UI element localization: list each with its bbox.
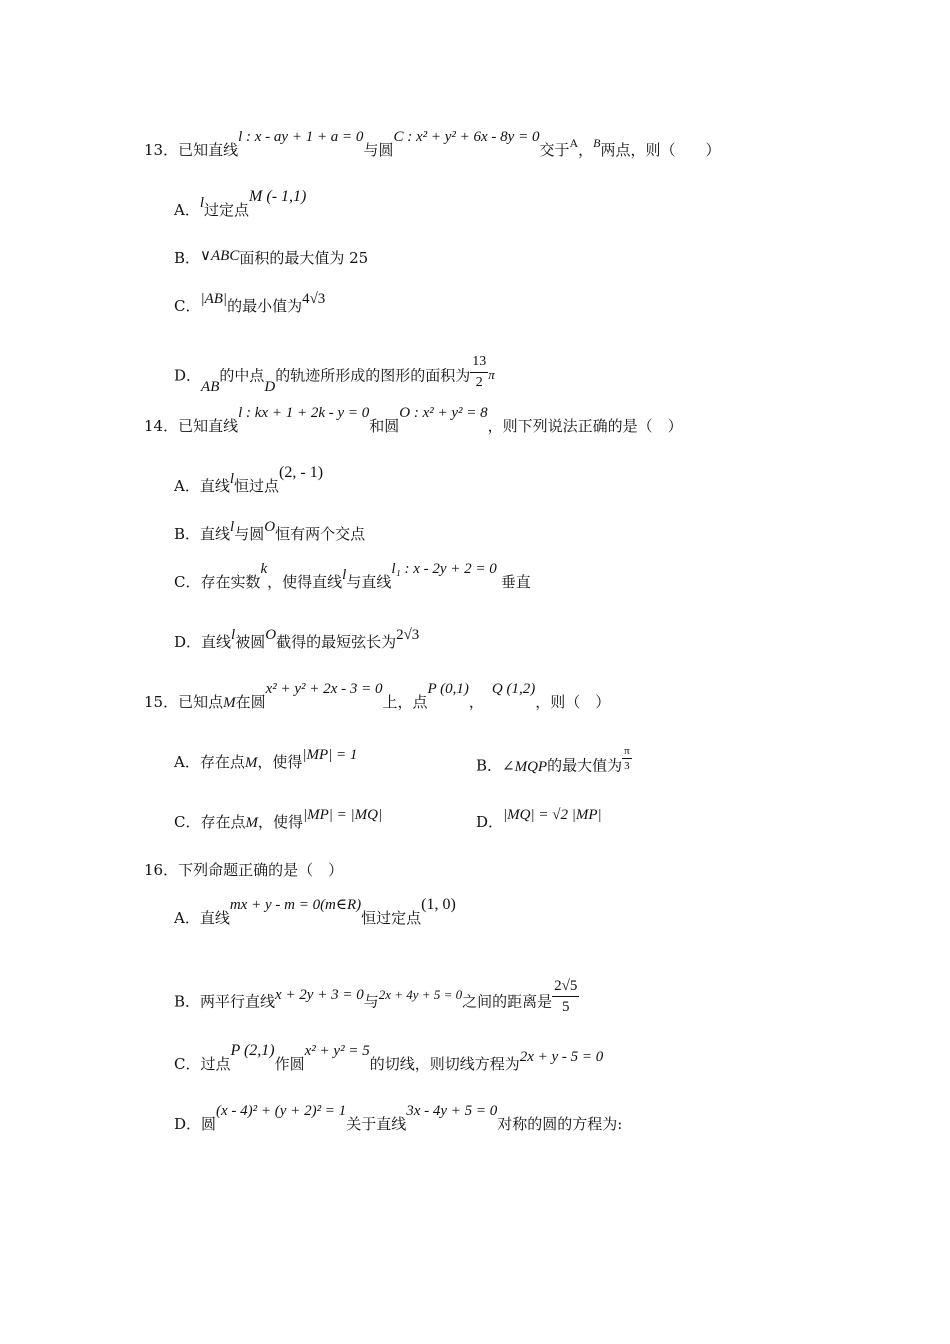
q14-c-text: ，使得直线: [267, 573, 343, 591]
q13-a-text: 过定点: [204, 201, 250, 219]
option-label: A．存在点: [174, 753, 245, 771]
option-label: A．直线: [174, 909, 230, 927]
q13-c-text: 的最小值为: [227, 297, 303, 315]
option-label: D．圆: [174, 1115, 217, 1133]
q14-c-equation: l₁ : x - 2y + 2 = 0: [391, 561, 497, 577]
q15-stem-text-2: 在圆: [235, 693, 266, 711]
q14-b-text-2: 恒有两个交点: [275, 525, 366, 543]
q14-c-text-2: 与直线: [346, 573, 392, 591]
q14-b-line-symbol: l: [230, 519, 235, 535]
q16-stem-text: 16．下列命题正确的是（ ）: [144, 861, 344, 879]
q15-option-b: [476, 745, 632, 781]
q15-circle-equation: x² + y² + 2x - 3 = 0: [265, 681, 383, 697]
q14-d-circle-symbol: O: [265, 627, 277, 643]
q16-d-text-2: 对称的圆的方程为:: [497, 1115, 623, 1133]
q15-c-m: M: [245, 815, 258, 831]
q14-option-d: [174, 627, 420, 653]
q13-c-value: 4√3: [302, 291, 326, 307]
q16-d-line: 3x - 4y + 5 = 0: [406, 1103, 498, 1119]
q15-option-c: [174, 807, 383, 833]
q16-option-d: [174, 1103, 623, 1135]
q16-option-b: [174, 978, 579, 1023]
option-label: B．: [476, 756, 503, 775]
option-label: A．直线: [174, 477, 230, 495]
q13-stem-text-4: 两点，则（ ）: [600, 141, 721, 159]
q14-option-c: [174, 561, 531, 593]
option-label: C．过点: [174, 1055, 231, 1073]
q16-d-text: 关于直线: [346, 1115, 407, 1133]
q14-a-point: (2, - 1): [279, 464, 324, 481]
q15-stem-text-4: ，则（ ）: [535, 693, 611, 711]
q16-b-text-2: 之间的距离是: [462, 992, 553, 1011]
q15-option-d: [476, 807, 602, 833]
option-label: C．存在实数: [174, 573, 261, 591]
option-label: D．: [476, 813, 504, 831]
q14-d-text: 被圆: [235, 633, 266, 651]
q13-a-point: M (- 1,1): [249, 188, 307, 205]
q15-c-text: ，使得: [257, 813, 303, 831]
q13-d-text-2: 的轨迹所形成的图形的面积为: [275, 366, 471, 385]
q14-stem: [144, 405, 683, 437]
q13-comma: ，: [578, 141, 594, 159]
q15-d-equation: |MQ| = √2 |MP|: [503, 807, 602, 823]
q14-stem-text-3: ，则下列说法正确的是（ ）: [487, 417, 683, 435]
option-label: A．: [174, 201, 200, 219]
q13-a-line-symbol: l: [199, 195, 205, 211]
q13-option-d: [174, 356, 495, 397]
option-label: D．直线: [174, 633, 232, 651]
q15-b-fraction: [622, 744, 632, 773]
q14-a-text: 恒过点: [234, 477, 280, 495]
fraction-numerator: π: [624, 745, 630, 757]
q13-stem: [144, 129, 721, 161]
option-label: C．: [174, 297, 201, 315]
q15-point-p: P (0,1): [427, 681, 469, 697]
option-label: B．: [174, 249, 201, 267]
q15-c-equation: |MP| = |MQ|: [303, 807, 383, 823]
q15-b-text: 的最大值为: [547, 756, 623, 775]
q14-stem-text: 14．已知直线: [144, 417, 239, 435]
fraction-numerator: 13: [470, 352, 488, 373]
q13-d-ab: AB: [201, 378, 220, 395]
q15-stem-text-3: 上，点: [382, 693, 428, 711]
fraction-denominator: 3: [624, 760, 630, 772]
q16-b-equation-2: 2x + 4y + 5 = 0: [378, 986, 463, 1002]
q13-option-b: [174, 248, 368, 269]
q14-option-b: [174, 519, 366, 545]
q13-option-a: [174, 188, 307, 221]
q13-line-equation: l : x - ay + 1 + a = 0: [238, 129, 364, 145]
q14-d-value: 2√3: [396, 627, 420, 643]
q15-comma: ，: [468, 693, 484, 711]
q15-a-m: M: [244, 755, 258, 771]
fraction-numerator: 2√5: [552, 976, 579, 997]
q16-c-equation: x² + y² = 5: [304, 1043, 370, 1059]
q16-a-text: 恒过定点: [361, 909, 422, 927]
q16-stem: [144, 860, 343, 880]
q15-option-a: [174, 747, 358, 773]
q13-circle-equation: C : x² + y² + 6x - 8y = 0: [393, 129, 540, 145]
q16-c-text-2: 的切线，则切线方程为: [369, 1055, 520, 1073]
q14-circle-equation: O : x² + y² = 8: [399, 405, 488, 421]
q13-d-text: 的中点: [219, 366, 265, 385]
q13-d-midpoint: D: [264, 378, 276, 395]
q16-d-equation: (x - 4)² + (y + 2)² = 1: [216, 1103, 347, 1119]
q15-stem: [144, 681, 611, 713]
q14-c-line-symbol: l: [342, 567, 347, 583]
q13-stem-text-2: 与圆: [363, 141, 394, 159]
q15-point-q: Q (1,2): [491, 681, 536, 697]
q14-b-circle-symbol: O: [264, 519, 276, 535]
option-label: C．存在点: [174, 813, 246, 831]
q16-c-answer: 2x + y - 5 = 0: [519, 1049, 604, 1065]
q13-c-ab-length: |AB|: [200, 291, 228, 307]
q13-b-triangle: ∨ABC: [200, 248, 240, 264]
q15-stem-text: 15．已知点: [144, 693, 224, 711]
q16-option-c: [174, 1042, 604, 1075]
q16-option-a: [174, 896, 456, 929]
q13-d-pi: π: [488, 366, 495, 382]
q14-stem-text-2: 和圆: [369, 417, 400, 435]
q16-c-text: 作圆: [274, 1055, 305, 1073]
q14-d-line-symbol: l: [231, 627, 236, 643]
fraction-denominator: 2: [475, 375, 483, 390]
fraction-denominator: 5: [561, 999, 570, 1015]
q16-a-point: (1, 0): [421, 896, 456, 913]
q16-b-equation-1: x + 2y + 3 = 0: [275, 986, 364, 1003]
q15-a-equation: |MP| = 1: [302, 747, 358, 763]
q13-stem-text-3: 交于: [539, 141, 570, 159]
q16-b-fraction: [552, 976, 579, 1017]
q13-point-b: B: [593, 136, 601, 150]
q14-line-equation: l : kx + 1 + 2k - y = 0: [238, 405, 370, 421]
q14-b-text: 与圆: [234, 525, 265, 543]
q15-point-m: M: [223, 695, 236, 711]
q14-d-text-2: 截得的最短弦长为: [276, 633, 397, 651]
q13-option-c: [174, 291, 326, 317]
q16-b-text: 与: [363, 992, 379, 1011]
q15-b-angle: ∠MQP: [502, 758, 548, 775]
q16-a-equation: mx + y - m = 0(m∈R): [229, 897, 362, 913]
q13-stem-text: 13．已知直线: [144, 141, 239, 159]
option-label: B．两平行直线: [174, 992, 276, 1011]
option-label: B．直线: [174, 525, 231, 543]
q15-a-text: ，使得: [257, 753, 303, 771]
q14-option-a: [174, 464, 324, 497]
q13-b-text: 面积的最大值为 25: [239, 249, 369, 267]
option-label: D．: [174, 366, 202, 385]
q16-c-point: P (2,1): [230, 1042, 275, 1059]
q13-d-fraction: [470, 352, 488, 393]
q13-point-a: A: [569, 136, 579, 150]
q14-c-k: k: [260, 561, 268, 577]
q14-c-text-3: 垂直: [500, 573, 531, 591]
q14-a-line-symbol: l: [229, 471, 235, 487]
